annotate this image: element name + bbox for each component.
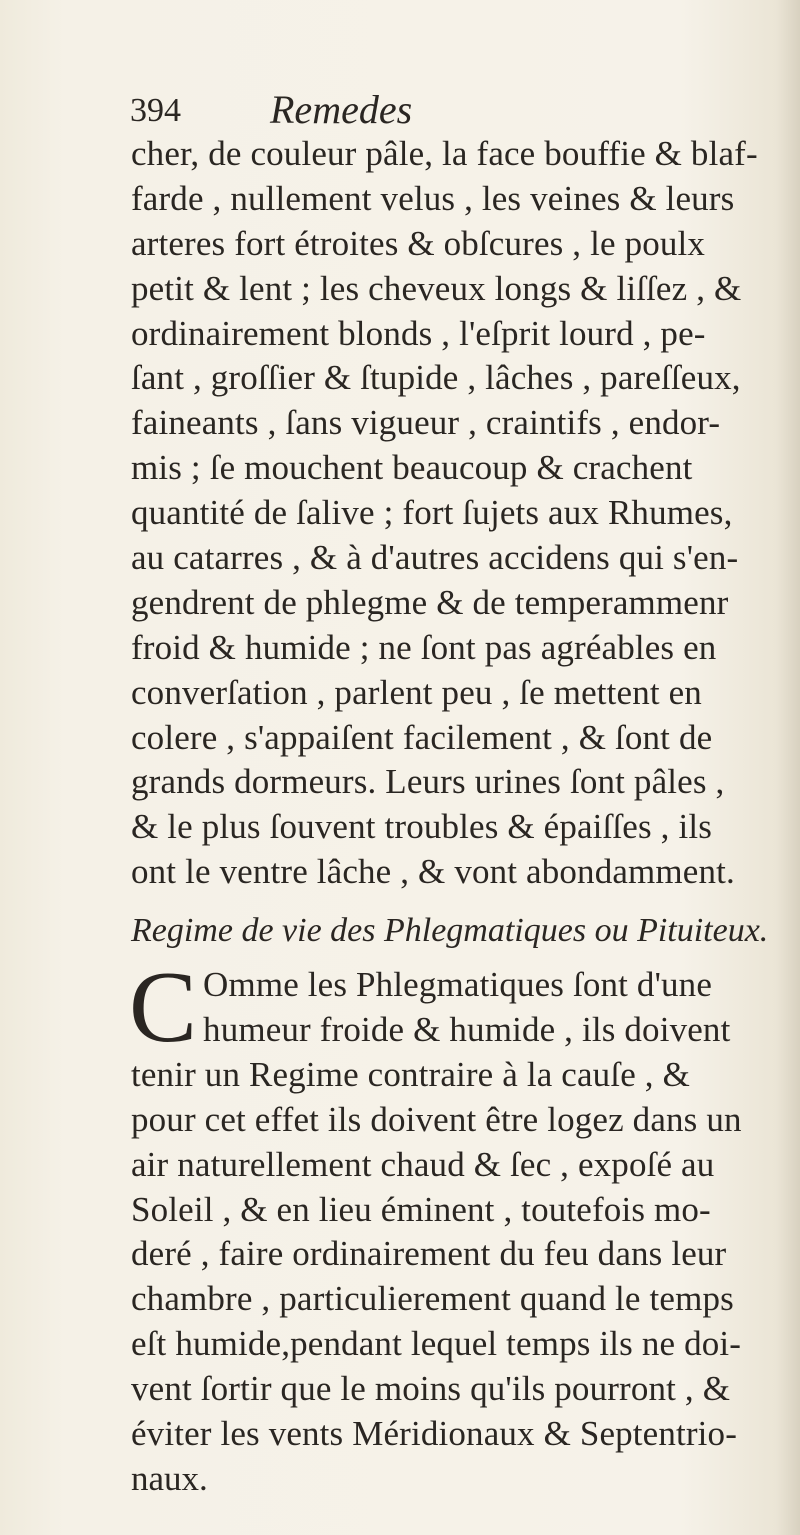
page-body — [129, 132, 769, 1502]
text-line: faineants , ſans vigueur , craintifs , endor- — [131, 403, 721, 443]
text-line: ſant , groſſier & ſtupide , lâches , pareſſeux, — [131, 358, 741, 398]
text-line: Omme les Phlegmatiques ſont d'une — [203, 965, 713, 1005]
section-paragraph — [129, 951, 761, 1502]
text-line: naux. — [131, 1458, 208, 1498]
text-line: ordinairement blonds , l'eſprit lourd , pe- — [131, 313, 706, 353]
text-line: mis ; ſe mouchent beaucoup & crachent — [131, 448, 693, 488]
text-line: grands dormeurs. Leurs urines ſont pâles , — [131, 762, 725, 802]
text-line: chambre , particulierement quand le temps — [131, 1279, 734, 1319]
text-line: froid & humide ; ne ſont pas agréables en — [131, 627, 717, 667]
text-line: converſation , parlent peu , ſe mettent en — [131, 672, 702, 712]
text-line: gendrent de phlegme & de temperammenr — [131, 582, 729, 622]
text-line: deré , faire ordinairement du feu dans leur — [131, 1234, 727, 1274]
text-line: quantité de ſalive ; fort ſujets aux Rhumes, — [131, 493, 733, 533]
paragraph-continued — [131, 132, 761, 895]
text-line: cher, de couleur pâle, la face bouffie & blaf- — [131, 134, 758, 173]
text-line: tenir un Regime contraire à la cauſe , & — [131, 1054, 690, 1094]
text-line: farde , nullement velus , les veines & leurs — [131, 178, 735, 218]
running-title: Remedes — [270, 87, 413, 132]
text-line: humeur froide & humide , ils doivent — [203, 1010, 731, 1050]
text-line: pour cet effet ils doivent être logez dans un — [131, 1099, 742, 1139]
text-line: éviter les vents Méridionaux & Septentrio- — [131, 1414, 738, 1454]
text-line: air naturellement chaud & ſec , expoſé au — [131, 1144, 715, 1184]
section-heading: Regime de vie des Phlegmatiques ou Pituiteux. — [131, 912, 769, 950]
text-line: petit & lent ; les cheveux longs & liſſez , & — [131, 268, 742, 308]
text-line: arteres fort étroites & obſcures , le poulx — [131, 223, 706, 263]
running-head — [130, 88, 690, 132]
text-line: & le plus ſouvent troubles & épaiſſes , ils — [131, 807, 712, 847]
text-line: eſt humide,pendant lequel temps ils ne doi- — [131, 1324, 742, 1364]
text-line: au catarres , & à d'autres accidens qui s'en- — [131, 538, 739, 578]
drop-cap: C — [129, 951, 198, 1065]
page-number: 394 — [130, 92, 181, 129]
text-line: vent ſortir que le moins qu'ils pourront , & — [131, 1369, 731, 1409]
text-line: ont le ventre lâche , & vont abondamment. — [131, 852, 735, 892]
text-line: colere , s'appaiſent facilement , & ſont de — [131, 717, 713, 757]
text-line: Soleil , & en lieu éminent , toutefois mo- — [131, 1189, 711, 1229]
